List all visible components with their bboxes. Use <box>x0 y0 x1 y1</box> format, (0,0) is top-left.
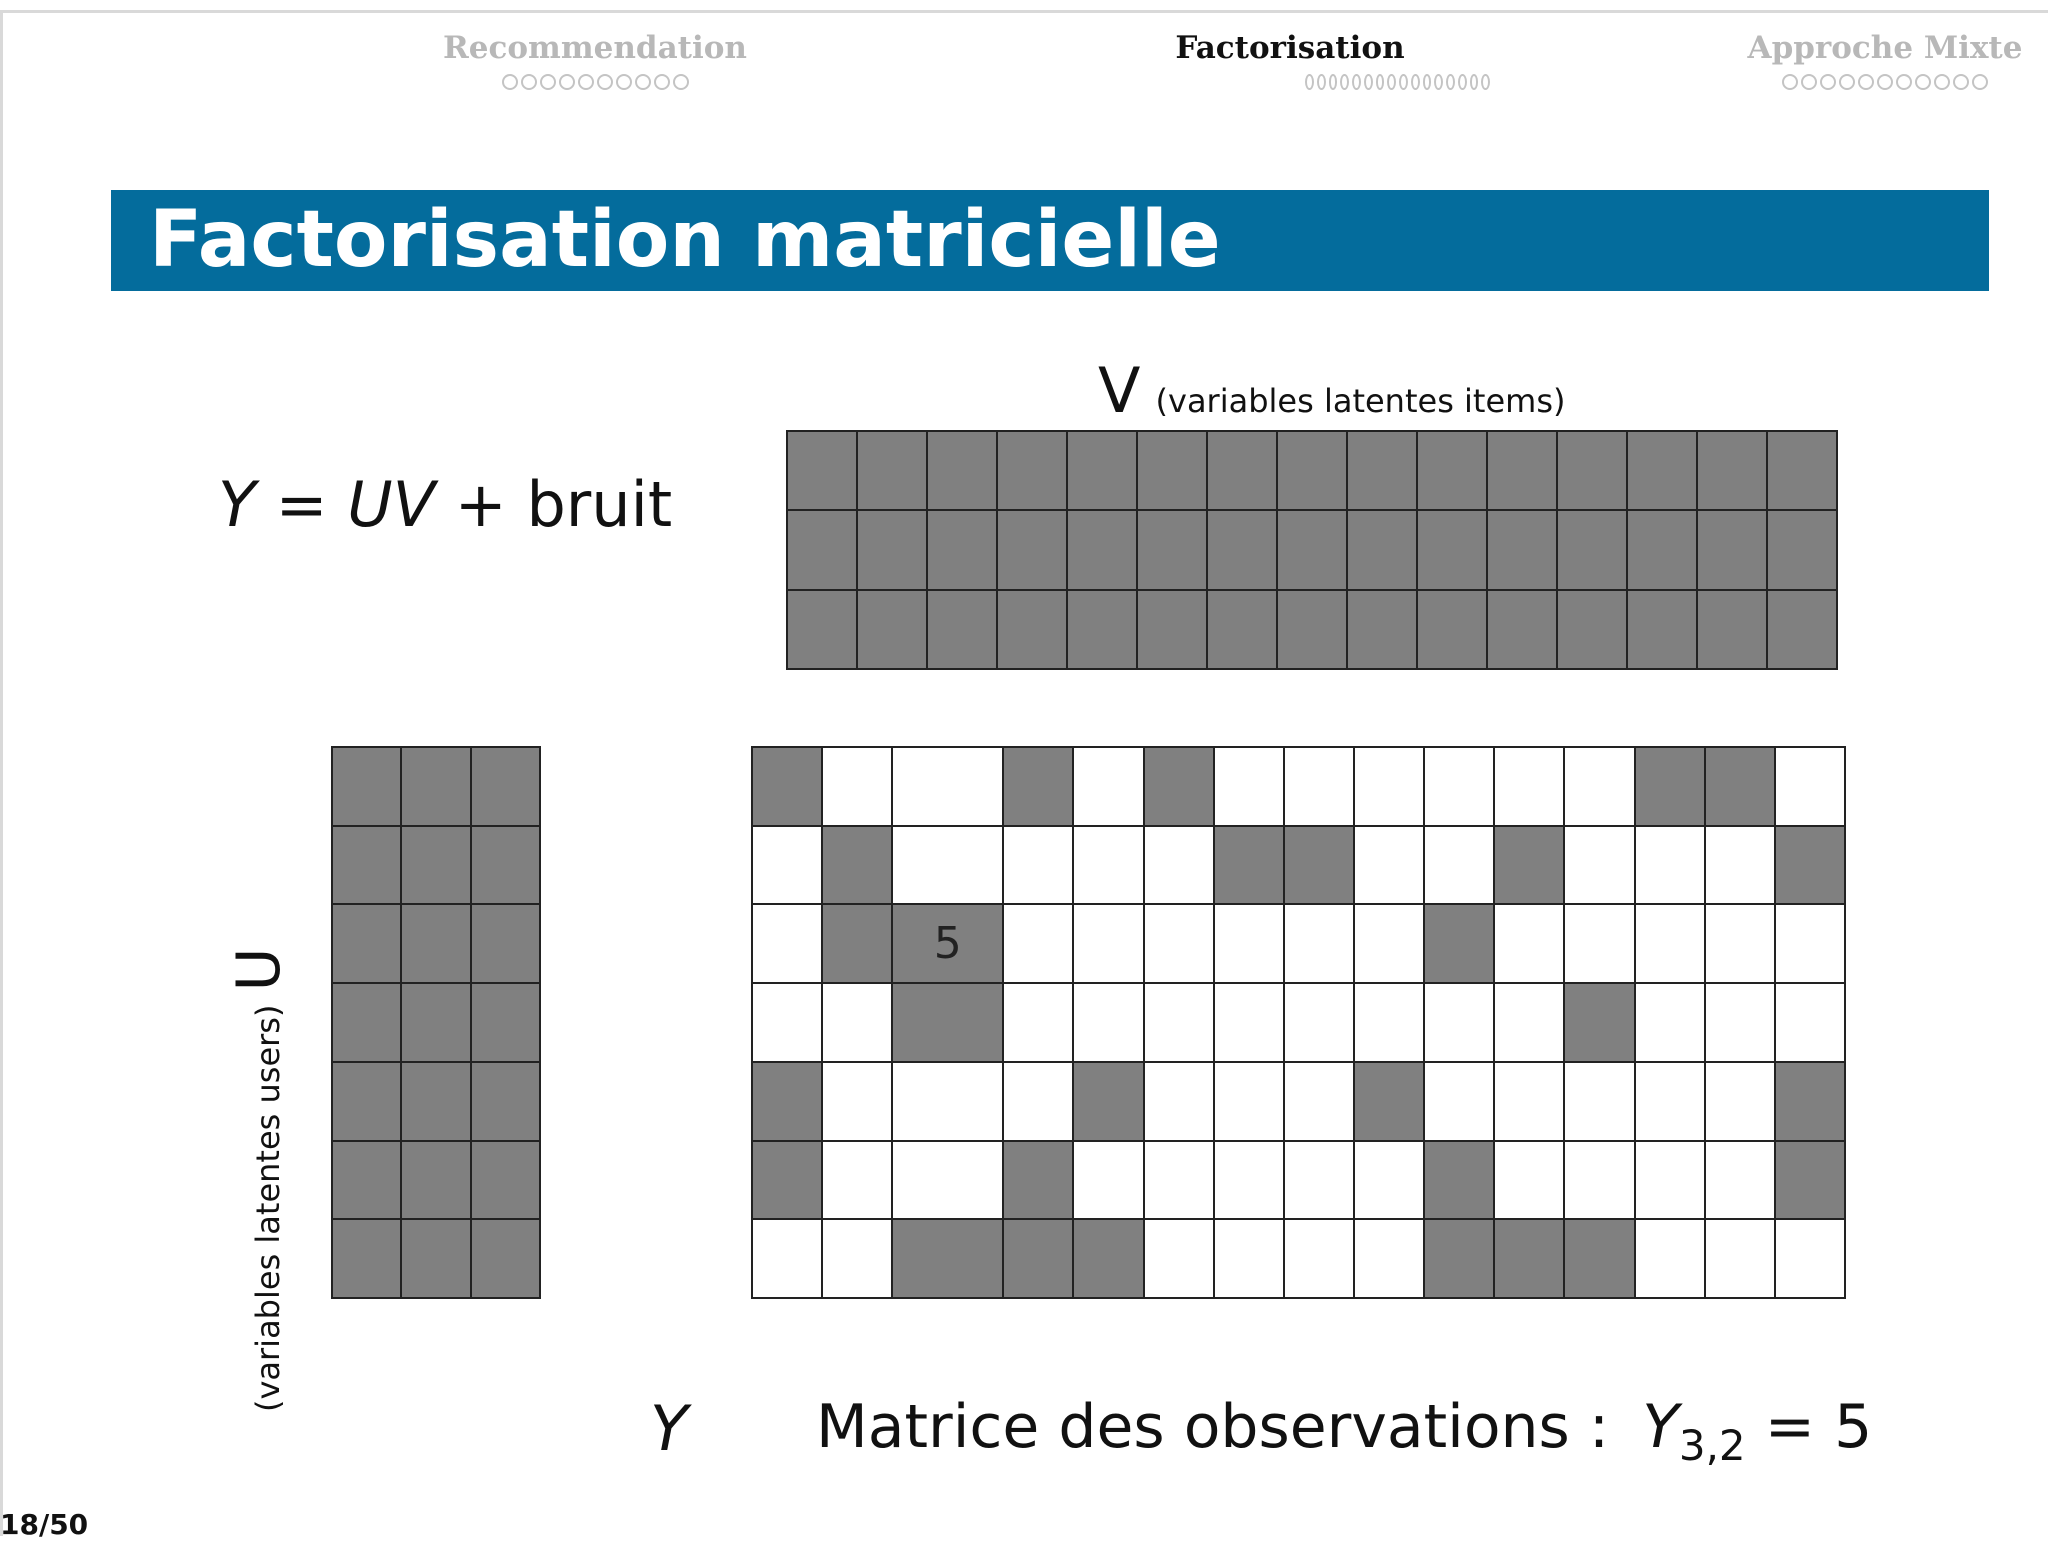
y-observed-cell <box>1495 1220 1563 1297</box>
y-missing-cell <box>893 827 1002 904</box>
y-missing-cell <box>1565 827 1633 904</box>
nav-dot[interactable] <box>1399 74 1408 90</box>
nav-dot[interactable] <box>1782 74 1798 90</box>
y-matrix <box>751 746 1846 1299</box>
y-missing-cell <box>1565 905 1633 982</box>
y-observed-cell <box>1004 748 1072 825</box>
v-matrix-cell <box>998 591 1066 668</box>
nav-dot[interactable] <box>1376 74 1385 90</box>
y-missing-cell <box>1355 1220 1423 1297</box>
u-matrix-cell <box>472 1063 539 1140</box>
y-missing-cell <box>1565 748 1633 825</box>
v-matrix-cell <box>788 591 856 668</box>
y-missing-cell <box>1636 905 1704 982</box>
y-missing-cell <box>823 1220 891 1297</box>
y-observed-cell <box>1495 827 1563 904</box>
y-observed-cell <box>1565 1220 1633 1297</box>
v-matrix-cell <box>998 511 1066 588</box>
v-matrix-cell <box>1698 511 1766 588</box>
page-number: 18/50 <box>0 1508 89 1541</box>
v-matrix-cell <box>1208 511 1276 588</box>
observation-equals: = <box>1764 1392 1815 1462</box>
y-missing-cell <box>753 1220 821 1297</box>
y-observed-cell <box>1776 1142 1844 1219</box>
u-matrix-cell <box>472 827 539 904</box>
nav-dot[interactable] <box>1934 74 1950 90</box>
y-missing-cell <box>1706 1142 1774 1219</box>
y-missing-cell <box>1425 984 1493 1061</box>
y-observed-cell <box>1004 1220 1072 1297</box>
y-missing-cell <box>1776 748 1844 825</box>
y-observed-cell <box>1706 748 1774 825</box>
nav-dot[interactable] <box>1329 74 1338 90</box>
v-matrix-cell <box>1348 511 1416 588</box>
u-matrix-cell <box>472 905 539 982</box>
y-missing-cell <box>1285 1063 1353 1140</box>
slide-frame-left <box>0 10 3 1536</box>
y-missing-cell <box>1636 1220 1704 1297</box>
v-matrix-cell <box>858 432 926 509</box>
v-matrix-cell <box>1068 432 1136 509</box>
nav-dot[interactable] <box>635 74 651 90</box>
y-missing-cell <box>1145 827 1213 904</box>
y-missing-cell <box>1355 1142 1423 1219</box>
y-missing-cell <box>1145 984 1213 1061</box>
nav-dot[interactable] <box>1364 74 1373 90</box>
u-symbol: U <box>224 947 294 992</box>
y-missing-cell <box>893 1063 1002 1140</box>
nav-dot[interactable] <box>1387 74 1396 90</box>
v-matrix-cell <box>1768 432 1836 509</box>
v-matrix-cell <box>1488 511 1556 588</box>
observation-y: Y <box>1642 1392 1679 1462</box>
v-matrix-cell <box>1278 591 1346 668</box>
v-matrix-cell <box>928 591 996 668</box>
u-matrix-cell <box>472 748 539 825</box>
v-matrix-cell <box>1628 511 1696 588</box>
y-missing-cell <box>1074 905 1142 982</box>
u-matrix-cell <box>402 827 469 904</box>
nav-dot[interactable] <box>559 74 575 90</box>
observation-value: 5 <box>1834 1392 1873 1462</box>
y-observed-cell <box>823 827 891 904</box>
y-missing-cell <box>1636 1142 1704 1219</box>
v-matrix-cell <box>1628 591 1696 668</box>
y-missing-cell <box>1706 1063 1774 1140</box>
y-missing-cell <box>823 984 891 1061</box>
u-matrix-cell <box>402 984 469 1061</box>
y-example-cell-value: 5 <box>893 905 1002 982</box>
y-missing-cell <box>1495 1063 1563 1140</box>
y-observed-cell <box>1285 827 1353 904</box>
u-matrix-cell <box>472 1220 539 1297</box>
nav-dot[interactable] <box>1317 74 1326 90</box>
observation-caption <box>816 1392 1872 1470</box>
nav-section-label: Factorisation <box>1175 30 1405 66</box>
nav-dot[interactable] <box>1858 74 1874 90</box>
y-missing-cell <box>1706 1220 1774 1297</box>
y-observed-cell <box>753 1063 821 1140</box>
nav-dot[interactable] <box>1839 74 1855 90</box>
y-observed-cell <box>1425 1142 1493 1219</box>
y-missing-cell <box>1285 1220 1353 1297</box>
y-observed-cell <box>1425 905 1493 982</box>
nav-dot[interactable] <box>1340 74 1349 90</box>
y-missing-cell <box>1355 905 1423 982</box>
v-matrix-cell <box>1418 591 1486 668</box>
v-matrix-cell <box>928 432 996 509</box>
y-missing-cell <box>1706 905 1774 982</box>
slide-title-bar <box>111 190 1989 291</box>
observation-caption-text: Matrice des observations : <box>816 1392 1610 1462</box>
y-missing-cell <box>1565 1063 1633 1140</box>
nav-dot[interactable] <box>578 74 594 90</box>
v-matrix-cell <box>1768 591 1836 668</box>
nav-dot[interactable] <box>1915 74 1931 90</box>
nav-dot[interactable] <box>1458 74 1467 90</box>
nav-section-factorisation[interactable] <box>1090 30 1490 90</box>
v-matrix-cell <box>1488 591 1556 668</box>
u-matrix-cell <box>333 827 400 904</box>
y-observed-cell <box>1355 1063 1423 1140</box>
v-matrix-cell <box>1558 432 1626 509</box>
v-matrix-cell <box>1768 511 1836 588</box>
factorisation-equation <box>218 468 672 541</box>
y-missing-cell <box>753 905 821 982</box>
v-matrix-cell <box>1348 591 1416 668</box>
v-matrix-cell <box>928 511 996 588</box>
y-observed-cell <box>1145 748 1213 825</box>
y-observed-cell <box>753 1142 821 1219</box>
v-matrix-label <box>1098 354 1565 427</box>
nav-dot[interactable] <box>597 74 613 90</box>
u-matrix-label <box>224 948 294 1412</box>
y-observed-cell <box>1776 827 1844 904</box>
v-matrix-cell <box>1068 511 1136 588</box>
u-matrix-cell <box>333 1063 400 1140</box>
v-matrix-cell <box>1488 432 1556 509</box>
nav-dot[interactable] <box>1953 74 1969 90</box>
y-missing-cell <box>1425 748 1493 825</box>
y-missing-cell <box>1706 984 1774 1061</box>
v-matrix-cell <box>858 591 926 668</box>
v-matrix-cell <box>1138 591 1206 668</box>
equation-plus: + <box>454 468 507 541</box>
v-matrix-cell <box>788 511 856 588</box>
y-missing-cell <box>1495 905 1563 982</box>
v-matrix-cell <box>1698 591 1766 668</box>
u-matrix-cell <box>472 984 539 1061</box>
nav-dot[interactable] <box>1352 74 1361 90</box>
equation-noise: bruit <box>526 468 673 541</box>
y-missing-cell <box>1285 905 1353 982</box>
slide-frame-top <box>0 10 2048 13</box>
y-missing-cell <box>1004 984 1072 1061</box>
y-missing-cell <box>1074 984 1142 1061</box>
y-missing-cell <box>1355 827 1423 904</box>
u-matrix-cell <box>472 1142 539 1219</box>
y-missing-cell <box>1355 984 1423 1061</box>
nav-dot[interactable] <box>1820 74 1836 90</box>
y-observed-cell <box>1074 1220 1142 1297</box>
u-matrix-cell <box>333 905 400 982</box>
y-missing-cell <box>1636 984 1704 1061</box>
y-missing-cell <box>1495 748 1563 825</box>
v-matrix-cell <box>1418 511 1486 588</box>
v-matrix-cell <box>858 511 926 588</box>
y-observed-cell <box>1776 1063 1844 1140</box>
y-missing-cell <box>1004 827 1072 904</box>
nav-dot[interactable] <box>540 74 556 90</box>
y-missing-cell <box>1636 827 1704 904</box>
nav-progress-dots <box>430 74 760 90</box>
v-matrix-cell <box>1138 432 1206 509</box>
y-missing-cell <box>1074 1142 1142 1219</box>
slide-title: Factorisation matricielle <box>149 195 1221 285</box>
y-observed-cell <box>893 984 1002 1061</box>
u-matrix-cell <box>333 1220 400 1297</box>
nav-dot[interactable] <box>1801 74 1817 90</box>
y-observed-cell <box>893 1220 1002 1297</box>
nav-dot[interactable] <box>1896 74 1912 90</box>
nav-dot[interactable] <box>1877 74 1893 90</box>
y-missing-cell <box>1495 984 1563 1061</box>
equation-y: Y <box>218 468 256 541</box>
y-missing-cell <box>1215 1142 1283 1219</box>
y-missing-cell <box>1495 1142 1563 1219</box>
y-missing-cell <box>1145 1063 1213 1140</box>
y-missing-cell <box>1004 1063 1072 1140</box>
y-missing-cell <box>893 748 1002 825</box>
nav-progress-dots <box>1305 74 1490 90</box>
v-matrix-cell <box>1208 591 1276 668</box>
y-missing-cell <box>753 827 821 904</box>
nav-progress-dots <box>1740 74 2030 90</box>
y-missing-cell <box>1706 827 1774 904</box>
y-missing-cell <box>1215 905 1283 982</box>
v-matrix-cell <box>1558 511 1626 588</box>
nav-dot[interactable] <box>1423 74 1432 90</box>
y-missing-cell <box>1215 984 1283 1061</box>
v-matrix-cell <box>998 432 1066 509</box>
y-missing-cell <box>1776 905 1844 982</box>
u-matrix-cell <box>333 984 400 1061</box>
y-missing-cell <box>1285 1142 1353 1219</box>
equation-equals: = <box>275 468 328 541</box>
y-missing-cell <box>823 748 891 825</box>
equation-uv: UV <box>347 468 436 541</box>
v-matrix-cell <box>1348 432 1416 509</box>
y-observed-cell <box>1215 827 1283 904</box>
v-matrix-cell <box>1138 511 1206 588</box>
v-matrix-cell <box>1068 591 1136 668</box>
y-missing-cell <box>893 1142 1002 1219</box>
y-missing-cell <box>1776 1220 1844 1297</box>
v-matrix-cell <box>1208 432 1276 509</box>
y-missing-cell <box>1215 1220 1283 1297</box>
v-matrix-cell <box>788 432 856 509</box>
y-missing-cell <box>1145 1142 1213 1219</box>
u-matrix-cell <box>402 1142 469 1219</box>
y-observed-cell <box>1636 748 1704 825</box>
v-matrix-cell <box>1628 432 1696 509</box>
nav-dot[interactable] <box>1446 74 1455 90</box>
nav-dot[interactable] <box>502 74 518 90</box>
nav-dot[interactable] <box>1434 74 1443 90</box>
u-matrix-cell <box>402 748 469 825</box>
nav-dot[interactable] <box>1305 74 1314 90</box>
nav-dot[interactable] <box>521 74 537 90</box>
v-matrix-cell <box>1558 591 1626 668</box>
y-missing-cell <box>1215 748 1283 825</box>
y-observed-cell <box>1565 984 1633 1061</box>
u-caption: (variables latentes users) <box>249 1004 287 1412</box>
y-observed-cell <box>1004 1142 1072 1219</box>
y-missing-cell <box>1425 1063 1493 1140</box>
y-missing-cell <box>1145 905 1213 982</box>
y-observed-cell <box>1074 1063 1142 1140</box>
y-missing-cell <box>1636 1063 1704 1140</box>
nav-dot[interactable] <box>673 74 689 90</box>
nav-dot[interactable] <box>1411 74 1420 90</box>
y-missing-cell <box>1145 1220 1213 1297</box>
v-matrix-cell <box>1278 511 1346 588</box>
y-missing-cell <box>1285 984 1353 1061</box>
v-matrix-cell <box>1418 432 1486 509</box>
y-missing-cell <box>823 1063 891 1140</box>
v-matrix-cell <box>1698 432 1766 509</box>
u-matrix <box>331 746 541 1299</box>
y-observed-cell <box>823 905 891 982</box>
y-missing-cell <box>1776 984 1844 1061</box>
nav-section-label: Recommendation <box>443 30 747 66</box>
nav-dot[interactable] <box>1972 74 1988 90</box>
u-matrix-cell <box>333 1142 400 1219</box>
u-matrix-cell <box>333 748 400 825</box>
v-symbol: V <box>1098 354 1141 427</box>
y-missing-cell <box>1074 748 1142 825</box>
v-matrix-cell <box>1278 432 1346 509</box>
y-observed-cell <box>1425 1220 1493 1297</box>
y-observed-cell <box>753 748 821 825</box>
y-missing-cell <box>1074 827 1142 904</box>
nav-section-approche-mixte[interactable] <box>1740 30 2030 90</box>
nav-section-recommendation[interactable] <box>430 30 760 90</box>
nav-dot[interactable] <box>654 74 670 90</box>
u-matrix-cell <box>402 905 469 982</box>
nav-dot[interactable] <box>1481 74 1490 90</box>
u-matrix-cell <box>402 1063 469 1140</box>
v-caption: (variables latentes items) <box>1155 382 1566 420</box>
v-matrix <box>786 430 1838 670</box>
y-missing-cell <box>1004 905 1072 982</box>
y-missing-cell <box>753 984 821 1061</box>
nav-dot[interactable] <box>1470 74 1479 90</box>
y-missing-cell <box>1215 1063 1283 1140</box>
u-matrix-cell <box>402 1220 469 1297</box>
y-missing-cell <box>1285 748 1353 825</box>
y-missing-cell <box>1565 1142 1633 1219</box>
nav-dot[interactable] <box>616 74 632 90</box>
y-missing-cell <box>1425 827 1493 904</box>
nav-section-label: Approche Mixte <box>1747 30 2023 66</box>
observation-index: 3,2 <box>1678 1421 1746 1470</box>
y-symbol: Y <box>650 1392 688 1465</box>
y-missing-cell <box>823 1142 891 1219</box>
y-missing-cell <box>1355 748 1423 825</box>
